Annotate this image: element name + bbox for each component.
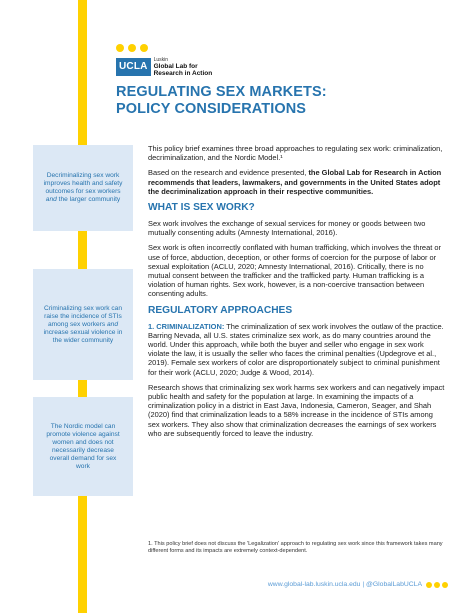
- header-dots: [116, 44, 148, 52]
- footer: [268, 581, 448, 588]
- footer-dots: [426, 582, 448, 588]
- footer-links[interactable]: www.global-lab.luskin.ucla.edu | @GlobalLabUCLA: [267, 581, 422, 588]
- yellow-dot-icon: [140, 44, 148, 52]
- yellow-dot-icon: [116, 44, 124, 52]
- footnote: 1. This policy brief does not discuss the 'Legalization' approach to regulating sex work since this framework takes many different forms and its impacts are extremely context-dependent.: [148, 541, 443, 554]
- yellow-dot-icon: [442, 582, 448, 588]
- criminalization-paragraph-2: Research shows that criminalizing sex work harms sex workers and can negatively impact public health and safety for the population at large. In examining the impacts of a criminalization policy in a district in East Java, Indonesia, Cameron, Seager, and Shah (2020) find that criminalization leads to a 58% increase in the incidence of STIs among sex workers. They also show that criminalization decreases the earnings of sex workers who are subsequently forced to leave the industry.: [148, 382, 445, 438]
- what-paragraph-1: Sex work involves the exchange of sexual services for money or goods between two mutually consenting adults (Amnesty International, 2016).: [148, 219, 426, 238]
- what-paragraph-2: Sex work is often incorrectly conflated with human trafficking, which involves the threat or use of force, abduction, deception, or other forms of coercion for the purpose of labor or sexual exploitation (ACLU, 2020; Amnesty International, 2016). Critically, there is no mutual consent between the trafficker and the trafficked party. Human trafficking is a violation of human rights. Sex work, however, is a non-coercive transaction between consenting adults.: [148, 243, 441, 299]
- yellow-dot-icon: [128, 44, 136, 52]
- heading-regulatory-approaches: REGULATORY APPROACHES: [148, 304, 293, 316]
- heading-what-is-sex-work: WHAT IS SEX WORK?: [148, 202, 255, 214]
- yellow-dot-icon: [434, 582, 440, 588]
- sidebar-callout-nordic-model: The Nordic model can promote violence against women and does not necessarily decrease overall demand for sex work: [33, 397, 133, 496]
- main-content: [148, 144, 446, 438]
- sidebar-callout-criminalizing: Criminalizing sex work can raise the incidence of STIs among sex workers and increase sexual violence in the wider community: [33, 269, 133, 380]
- logo-wordmark: Luskin Global Lab for Research in Action: [153, 57, 213, 77]
- ucla-logo-mark: UCLA: [116, 58, 151, 76]
- recommendation-paragraph: Based on the research and evidence presented, the Global Lab for Research in Action recommends that leaders, lawmakers, and governments in the United States adopt the decriminalization approach in their respective communities.: [148, 168, 442, 196]
- intro-paragraph: This policy brief examines three broad approaches to regulating sex work: criminalization, decriminalization, and the Nordic Model.¹: [148, 144, 443, 163]
- criminalization-paragraph-1: 1. CRIMINALIZATION: The criminalization of sex work involves the outlaw of the practice. Barring Nevada, all U.S. states criminalize sex work, as do many countries around the world. Under this approach, while both the buyer and seller who engage in sex work violate the law, it is usually the seller who faces the criminal penalties (Updegrove et al., 2019). Female sex workers of color are disproportionately subject to criminal punishment for their work (ACLU, 2020; Judge & Wood, 2014).: [148, 321, 444, 377]
- page-title: REGULATING SEX MARKETS: POLICY CONSIDERATIONS: [116, 84, 327, 117]
- yellow-dot-icon: [426, 582, 432, 588]
- global-lab-logo: [116, 57, 212, 77]
- sidebar-callout-decriminalizing: Decriminalizing sex work improves health and safety outcomes for sex workers and the larger community: [33, 145, 133, 231]
